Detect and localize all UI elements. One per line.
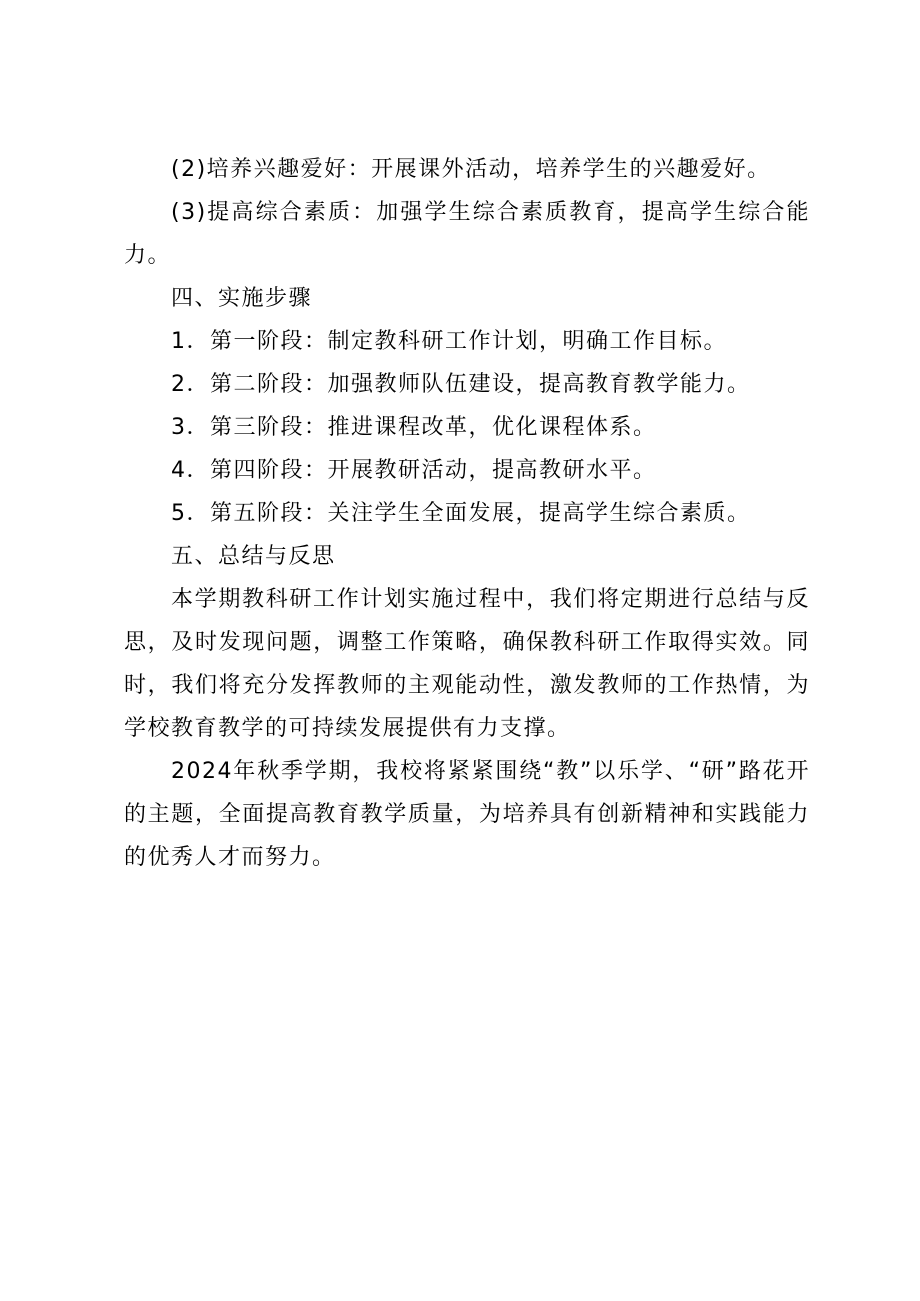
- paragraph-interest-hobbies: (2)培养兴趣爱好：开展课外活动，培养学生的兴趣爱好。: [171, 157, 771, 182]
- section-heading-summary-reflection: 五、总结与反思: [171, 544, 336, 569]
- section-heading-implementation-steps: 四、实施步骤: [171, 286, 313, 311]
- step-item-3: 3．第三阶段：推进课程改革，优化课程体系。: [171, 415, 657, 440]
- step-item-4: 4．第四阶段：开展教研活动，提高教研水平。: [171, 458, 657, 483]
- step-item-1: 1．第一阶段：制定教科研工作计划，明确工作目标。: [171, 329, 727, 354]
- paragraph-summary: 本学期教科研工作计划实施过程中，我们将定期进行总结与反思，及时发现问题，调整工作策略，确保教科研工作取得实效。同时，我们将充分发挥教师的主观能动性，激发教师的工作热情，为学校教育教学的可持续发展提供有力支撑。: [124, 587, 810, 741]
- document-body: [124, 148, 810, 879]
- step-item-5: 5．第五阶段：关注学生全面发展，提高学生综合素质。: [171, 501, 751, 526]
- paragraph-comprehensive-quality: (3)提高综合素质：加强学生综合素质教育，提高学生综合能力。: [124, 200, 810, 268]
- step-item-2: 2．第二阶段：加强教师队伍建设，提高教育教学能力。: [171, 372, 751, 397]
- paragraph-conclusion: 2024年秋季学期，我校将紧紧围绕“教”以乐学、“研”路花开的主题，全面提高教育教学质量，为培养具有创新精神和实践能力的优秀人才而努力。: [124, 759, 810, 870]
